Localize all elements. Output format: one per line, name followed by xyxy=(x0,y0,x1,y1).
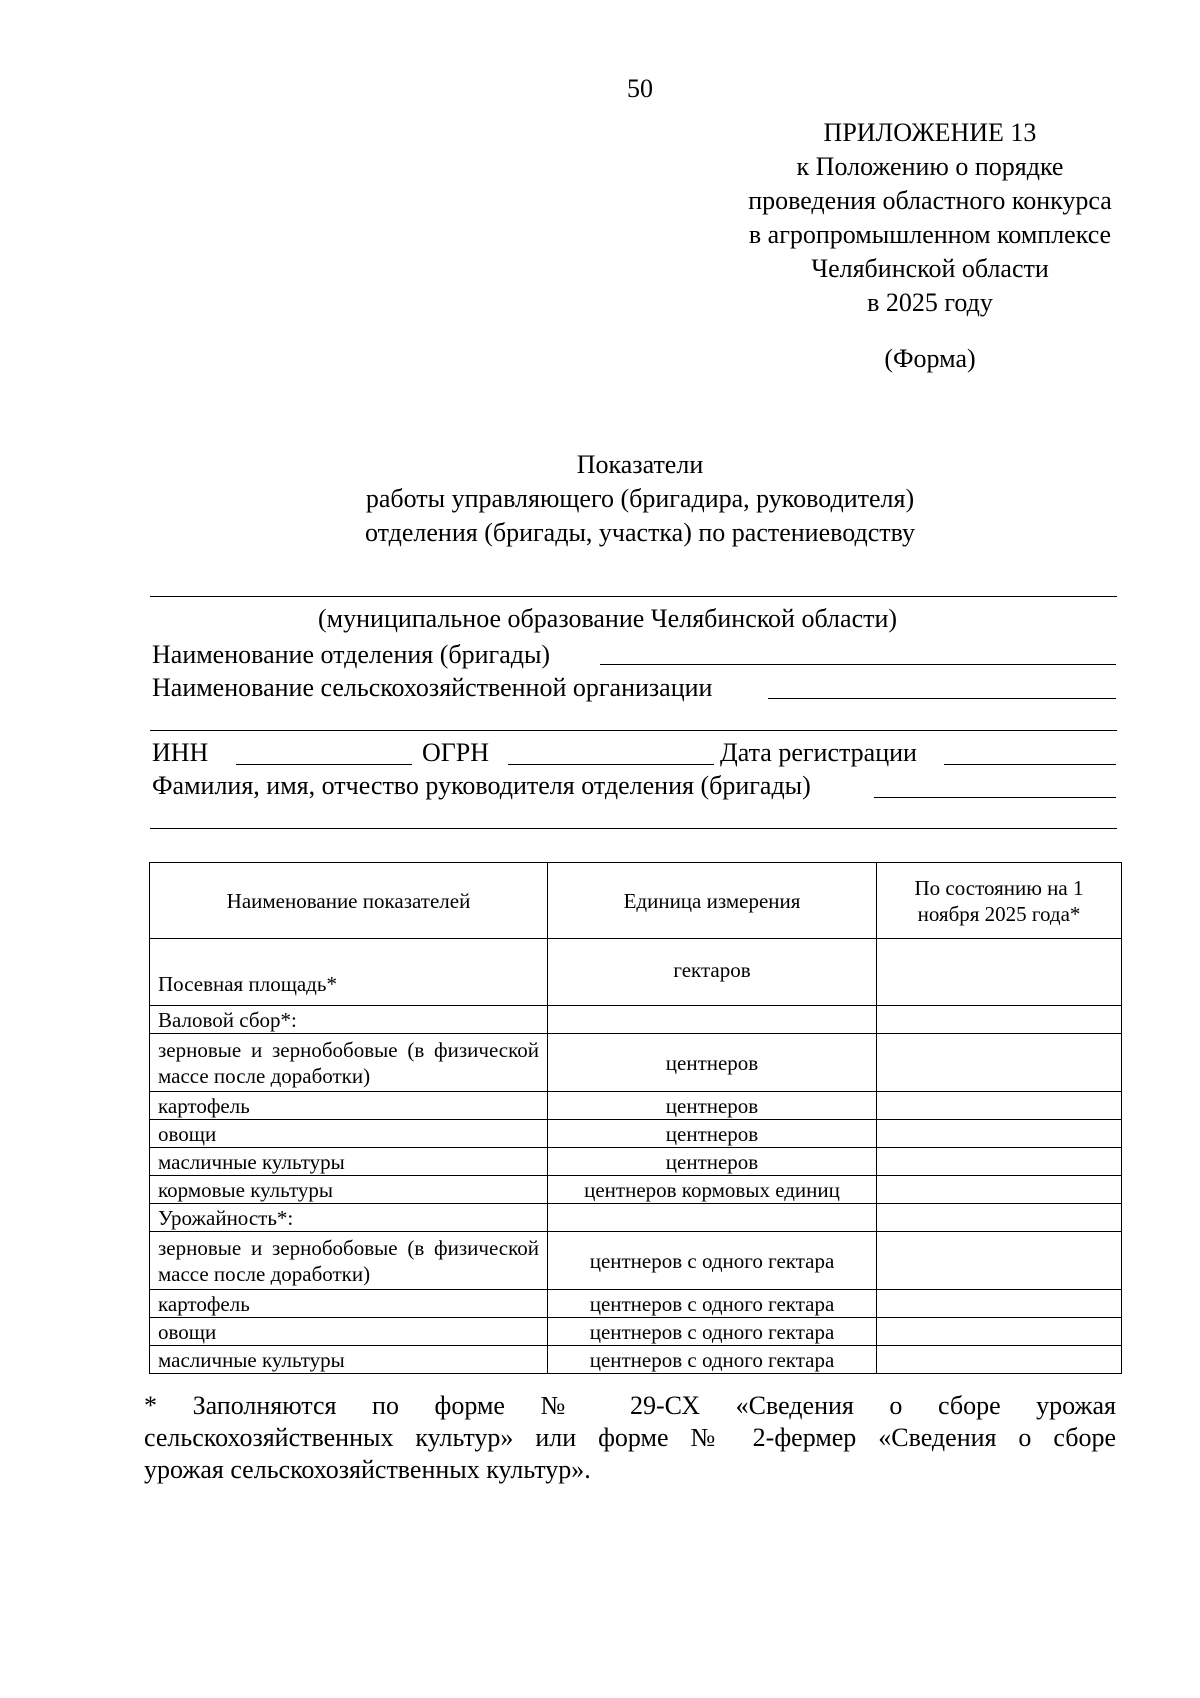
indicators-table xyxy=(149,862,1122,1374)
heading-line: отделения (бригады, участка) по растениеводству xyxy=(364,518,916,547)
unit-cell xyxy=(548,1006,877,1034)
appendix-line: в агропромышленном комплексе xyxy=(748,220,1112,249)
organization-label: Наименование сельскохозяйственной организации xyxy=(152,673,713,702)
indicator-name: масличные культуры xyxy=(150,1346,548,1374)
table-row xyxy=(150,1290,1122,1318)
unit-cell: центнеров xyxy=(548,1034,877,1092)
header-cell: Наименование показателей xyxy=(150,863,548,939)
organization-blank xyxy=(768,698,1116,699)
value-cell[interactable] xyxy=(877,1176,1122,1204)
head-blank xyxy=(874,797,1116,798)
table-row xyxy=(150,1006,1122,1034)
head-label: Фамилия, имя, отчество руководителя отделения (бригады) xyxy=(152,771,811,800)
value-cell[interactable] xyxy=(877,1232,1122,1290)
indicator-name: Урожайность*: xyxy=(150,1204,548,1232)
indicator-name: овощи xyxy=(150,1318,548,1346)
registration-blank xyxy=(944,764,1116,765)
inn-label: ИНН xyxy=(152,738,209,767)
table-row xyxy=(150,1346,1122,1374)
spacer xyxy=(700,320,1160,342)
value-cell[interactable] xyxy=(877,939,1122,1006)
municipality-blank xyxy=(150,596,1117,597)
indicator-name: масличные культуры xyxy=(150,1148,548,1176)
indicator-name: картофель xyxy=(150,1092,548,1120)
footnote xyxy=(144,1390,1116,1486)
unit-cell: центнеров xyxy=(548,1120,877,1148)
head-blank-2 xyxy=(150,828,1117,829)
header-cell: Единица измерения xyxy=(548,863,877,939)
page-number: 50 xyxy=(627,74,653,103)
unit-cell: центнеров с одного гектара xyxy=(548,1290,877,1318)
unit-cell: гектаров xyxy=(548,939,877,1006)
registration-label: Дата регистрации xyxy=(720,738,917,767)
table-row xyxy=(150,1232,1122,1290)
appendix-line: к Положению о порядке xyxy=(796,152,1064,181)
unit-cell: центнеров с одного гектара xyxy=(548,1232,877,1290)
table-row xyxy=(150,1092,1122,1120)
table-row xyxy=(150,1204,1122,1232)
table-row xyxy=(150,1034,1122,1092)
heading-line: Показатели xyxy=(576,450,704,479)
header-cell: По состоянию на 1 ноября 2025 года* xyxy=(877,863,1122,939)
table-row xyxy=(150,1318,1122,1346)
unit-cell: центнеров xyxy=(548,1148,877,1176)
appendix-title: ПРИЛОЖЕНИЕ 13 xyxy=(823,118,1037,147)
value-cell[interactable] xyxy=(877,1092,1122,1120)
ogrn-blank xyxy=(508,764,714,765)
value-cell[interactable] xyxy=(877,1120,1122,1148)
value-cell[interactable] xyxy=(877,1148,1122,1176)
unit-cell xyxy=(548,1204,877,1232)
indicator-name: овощи xyxy=(150,1120,548,1148)
ogrn-label: ОГРН xyxy=(422,738,490,767)
inn-blank xyxy=(236,764,412,765)
table-row xyxy=(150,939,1122,1006)
value-cell[interactable] xyxy=(877,1346,1122,1374)
table-row xyxy=(150,1148,1122,1176)
indicator-name: Посевная площадь* xyxy=(150,939,548,1006)
unit-cell: центнеров кормовых единиц xyxy=(548,1176,877,1204)
municipality-caption: (муниципальное образование Челябинской области) xyxy=(318,604,898,633)
indicator-name: Валовой сбор*: xyxy=(150,1006,548,1034)
heading-line: работы управляющего (бригадира, руководителя) xyxy=(365,484,915,513)
indicator-name: зерновые и зернобобовые (в физической массе после доработки) xyxy=(150,1034,548,1092)
unit-cell: центнеров xyxy=(548,1092,877,1120)
value-cell[interactable] xyxy=(877,1034,1122,1092)
form-label: (Форма) xyxy=(884,344,976,373)
value-cell[interactable] xyxy=(877,1290,1122,1318)
division-blank xyxy=(600,664,1116,665)
indicator-name: зерновые и зернобобовые (в физической массе после доработки) xyxy=(150,1232,548,1290)
appendix-line: в 2025 году xyxy=(867,288,993,317)
indicator-name: картофель xyxy=(150,1290,548,1318)
indicator-name: кормовые культуры xyxy=(150,1176,548,1204)
division-label: Наименование отделения (бригады) xyxy=(152,640,551,669)
appendix-line: Челябинской области xyxy=(811,254,1049,283)
footnote-line: урожая сельскохозяйственных культур». xyxy=(144,1455,591,1484)
table-row xyxy=(150,1120,1122,1148)
appendix-block xyxy=(700,116,1160,376)
footnote-line: * Заполняются по форме № 29-СХ «Сведения о сборе урожая xyxy=(144,1391,1116,1420)
value-cell[interactable] xyxy=(877,1318,1122,1346)
unit-cell: центнеров с одного гектара xyxy=(548,1318,877,1346)
unit-cell: центнеров с одного гектара xyxy=(548,1346,877,1374)
footnote-line: сельскохозяйственных культур» или форме № 2-фермер «Сведения о сборе xyxy=(144,1423,1116,1452)
organization-blank-2 xyxy=(150,730,1117,731)
value-cell[interactable] xyxy=(877,1204,1122,1232)
table-row xyxy=(150,1176,1122,1204)
document-heading xyxy=(230,448,1050,550)
value-cell[interactable] xyxy=(877,1006,1122,1034)
appendix-line: проведения областного конкурса xyxy=(748,186,1112,215)
table-header-row xyxy=(150,863,1122,939)
